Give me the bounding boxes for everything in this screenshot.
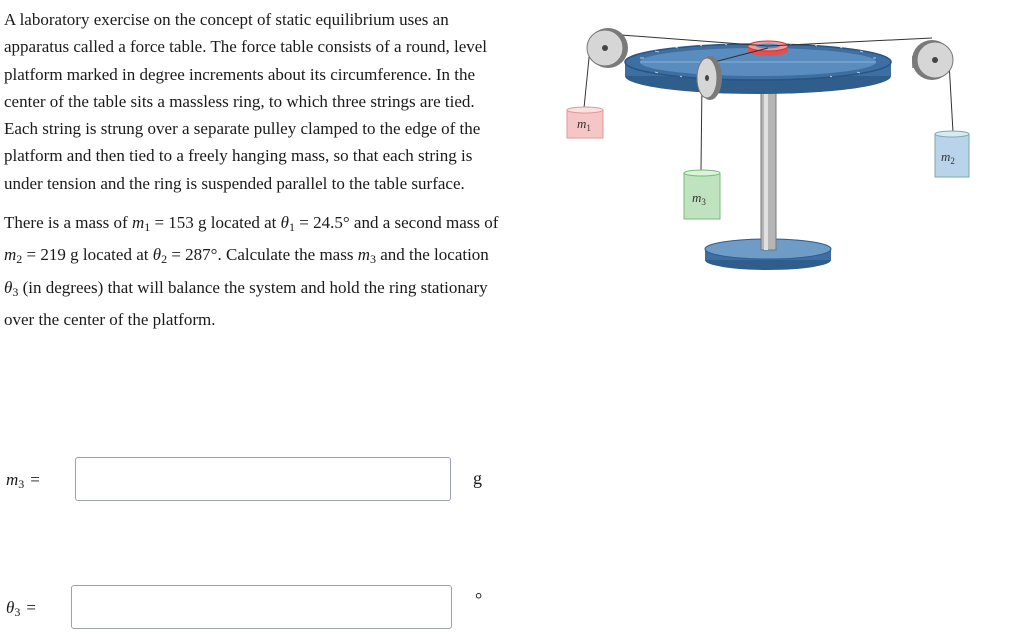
m3-answer-input[interactable] — [75, 457, 451, 501]
text-span: = 153 g located at — [150, 213, 281, 233]
mass-3-body — [684, 173, 720, 219]
mass-3-subscript: 3 — [701, 197, 706, 207]
problem-statement — [4, 6, 499, 333]
mass-2 — [935, 131, 969, 177]
mass-1-label: m — [577, 116, 587, 131]
m3-answer-label — [6, 470, 40, 492]
theta3-answer-row — [0, 585, 500, 633]
theta2-subscript: 2 — [161, 252, 168, 267]
m3-symbol: m — [357, 245, 370, 265]
mass-3-label: m — [692, 190, 702, 205]
mass-2-label: m — [941, 149, 951, 164]
equals-sign: = — [30, 470, 40, 489]
theta3-label-symbol: θ — [6, 598, 15, 617]
m3-label-subscript: 3 — [18, 477, 25, 491]
theta3-answer-input[interactable] — [71, 585, 452, 629]
m2-subscript: 2 — [16, 252, 23, 267]
m1-subscript: 1 — [144, 220, 151, 235]
text-span: and the location — [375, 245, 489, 265]
equals-sign: = — [26, 598, 36, 617]
theta1-symbol: θ — [280, 213, 290, 233]
m3-label-symbol: m — [6, 470, 19, 489]
problem-paragraph-2 — [4, 209, 499, 333]
m2-symbol: m — [4, 245, 17, 265]
pole-highlight — [764, 88, 768, 250]
text-span: (in degrees) that will balance the system and hold the ring stationary over the center of the platform. — [4, 277, 488, 329]
theta3-unit: ° — [475, 589, 483, 609]
theta2-symbol: θ — [152, 245, 162, 265]
text-span: There is a mass of — [4, 213, 132, 233]
mass-1-subscript: 1 — [586, 123, 591, 133]
theta1-subscript: 1 — [289, 220, 296, 235]
m3-subscript: 3 — [369, 252, 376, 267]
mass-2-subscript: 2 — [950, 156, 955, 166]
text-span: = 24.5° and a second mass of — [295, 213, 499, 233]
mass-1 — [567, 107, 603, 138]
text-span: = 219 g located at — [22, 245, 153, 265]
theta3-answer-label — [6, 598, 36, 620]
pulley-1 — [587, 28, 628, 68]
table-pole — [761, 88, 776, 250]
theta3-subscript: 3 — [12, 284, 19, 299]
mass-3 — [684, 170, 720, 219]
text-span: = 287°. Calculate the mass — [167, 245, 358, 265]
problem-paragraph-1: A laboratory exercise on the concept of static equilibrium uses an apparatus called a force table. The force table consists of a round, level platform marked in degree increments about its circumference. In the center of the table sits a massless ring, to which three strings are tied. Each string is strung over a separate pulley clamped to the edge of the platform and then tied to a freely hanging mass, so that each string is under tension and the ring is suspended parallel to the table surface. — [4, 10, 488, 193]
m3-answer-row — [0, 457, 500, 505]
force-table-figure — [560, 0, 980, 290]
theta3-label-subscript: 3 — [14, 605, 21, 619]
m3-unit: g — [473, 468, 482, 488]
pulley-2 — [912, 40, 953, 80]
m1-symbol: m — [131, 213, 145, 233]
theta3-symbol: θ — [4, 277, 13, 297]
pulley-3 — [697, 56, 722, 100]
